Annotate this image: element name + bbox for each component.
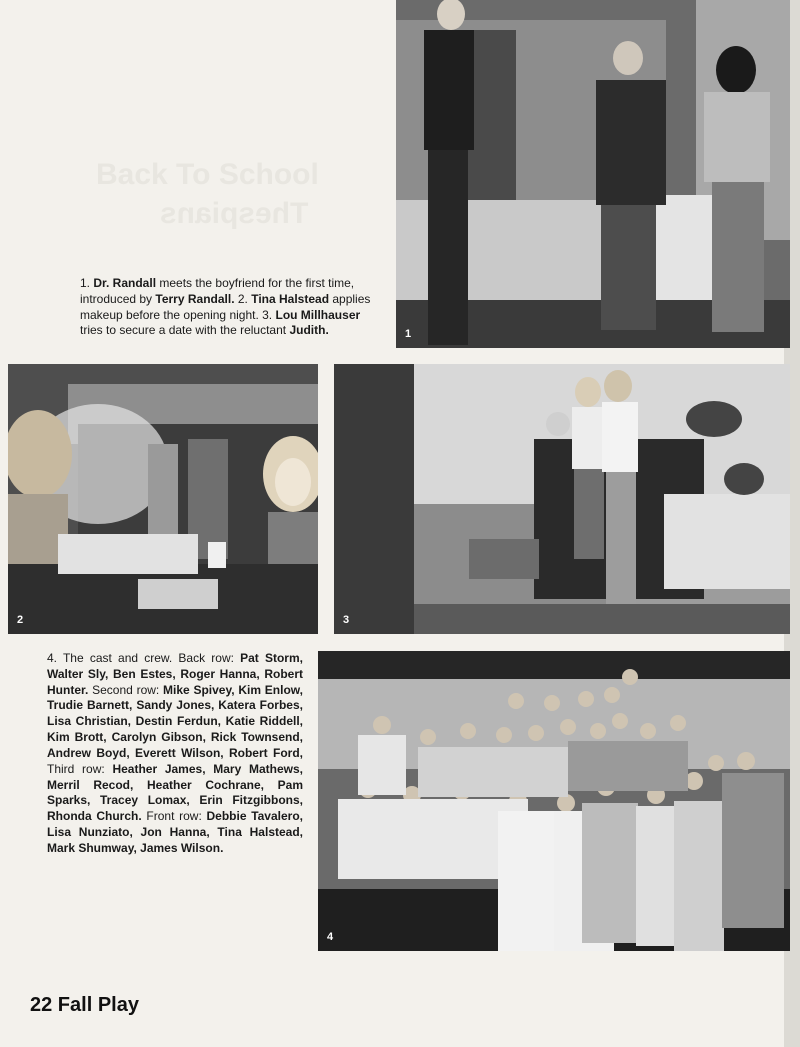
caption-name: Debbie Tavalero, Lisa Nunziato, Jon Hanna, Tina Halstead, Mark Shumway, James Wilson. [47, 809, 303, 855]
caption-name: Heather James, Mary Mathews, Merril Recod, Heather Cochrane, Pam Sparks, Tracey Lomax, Erin Fitzgibbons, Rhonda Church. [47, 761, 303, 824]
photo-3-stage-couple [334, 364, 790, 634]
caption-name: Tina Halstead [251, 291, 330, 306]
photo-1-stage-scene [396, 0, 790, 348]
caption-text: Second row: [88, 682, 164, 697]
caption-name: Mike Spivey, Kim Enlow, Trudie Barnett, Sandy Jones, Katera Forbes, Lisa Christian, Destin Ferdun, Katie Riddell, Kim Brott, Carolyn Gibson, Rick Townsend, Andrew Boyd, Everett Wilson, Robert Ford, [47, 682, 304, 760]
cast-caption [47, 651, 303, 857]
caption-name: Judith. [289, 323, 329, 338]
caption-text: 2. [234, 291, 252, 306]
photo-4-image [318, 651, 790, 951]
photo-4-number: 4 [327, 931, 334, 943]
photo-2-makeup [8, 364, 318, 634]
bleed-through-subtitle: Thespians [160, 197, 309, 230]
photo-1-image [396, 0, 790, 348]
top-caption [80, 276, 386, 339]
caption-text: tries to secure a date with the reluctant [80, 323, 290, 338]
caption-text: meets the boyfriend for the first time, introduced by [80, 276, 355, 306]
photo-4-cast-and-crew [318, 651, 790, 951]
caption-name: Dr. Randall [93, 276, 157, 290]
caption-name: Terry Randall. [155, 291, 235, 306]
photo-2-number: 2 [17, 614, 24, 626]
caption-text: Third row: [47, 761, 113, 776]
bleed-through-title: Back To School [96, 158, 319, 191]
caption-name: Lou Millhauser [275, 307, 361, 322]
photo-3-number: 3 [343, 614, 350, 626]
photo-2-image [8, 364, 318, 634]
caption-text: Front row: [141, 809, 207, 824]
photo-1-number: 1 [405, 328, 412, 340]
page-label: 22 Fall Play [30, 994, 139, 1016]
caption-text: 4. The cast and crew. Back row: [47, 651, 241, 665]
caption-name: Pat Storm, Walter Sly, Ben Estes, Roger Hanna, Robert Hunter. [47, 651, 303, 697]
caption-text: applies makeup before the opening night. 3. [80, 291, 371, 322]
caption-text: 1. [80, 276, 94, 290]
photo-3-image [334, 364, 790, 634]
